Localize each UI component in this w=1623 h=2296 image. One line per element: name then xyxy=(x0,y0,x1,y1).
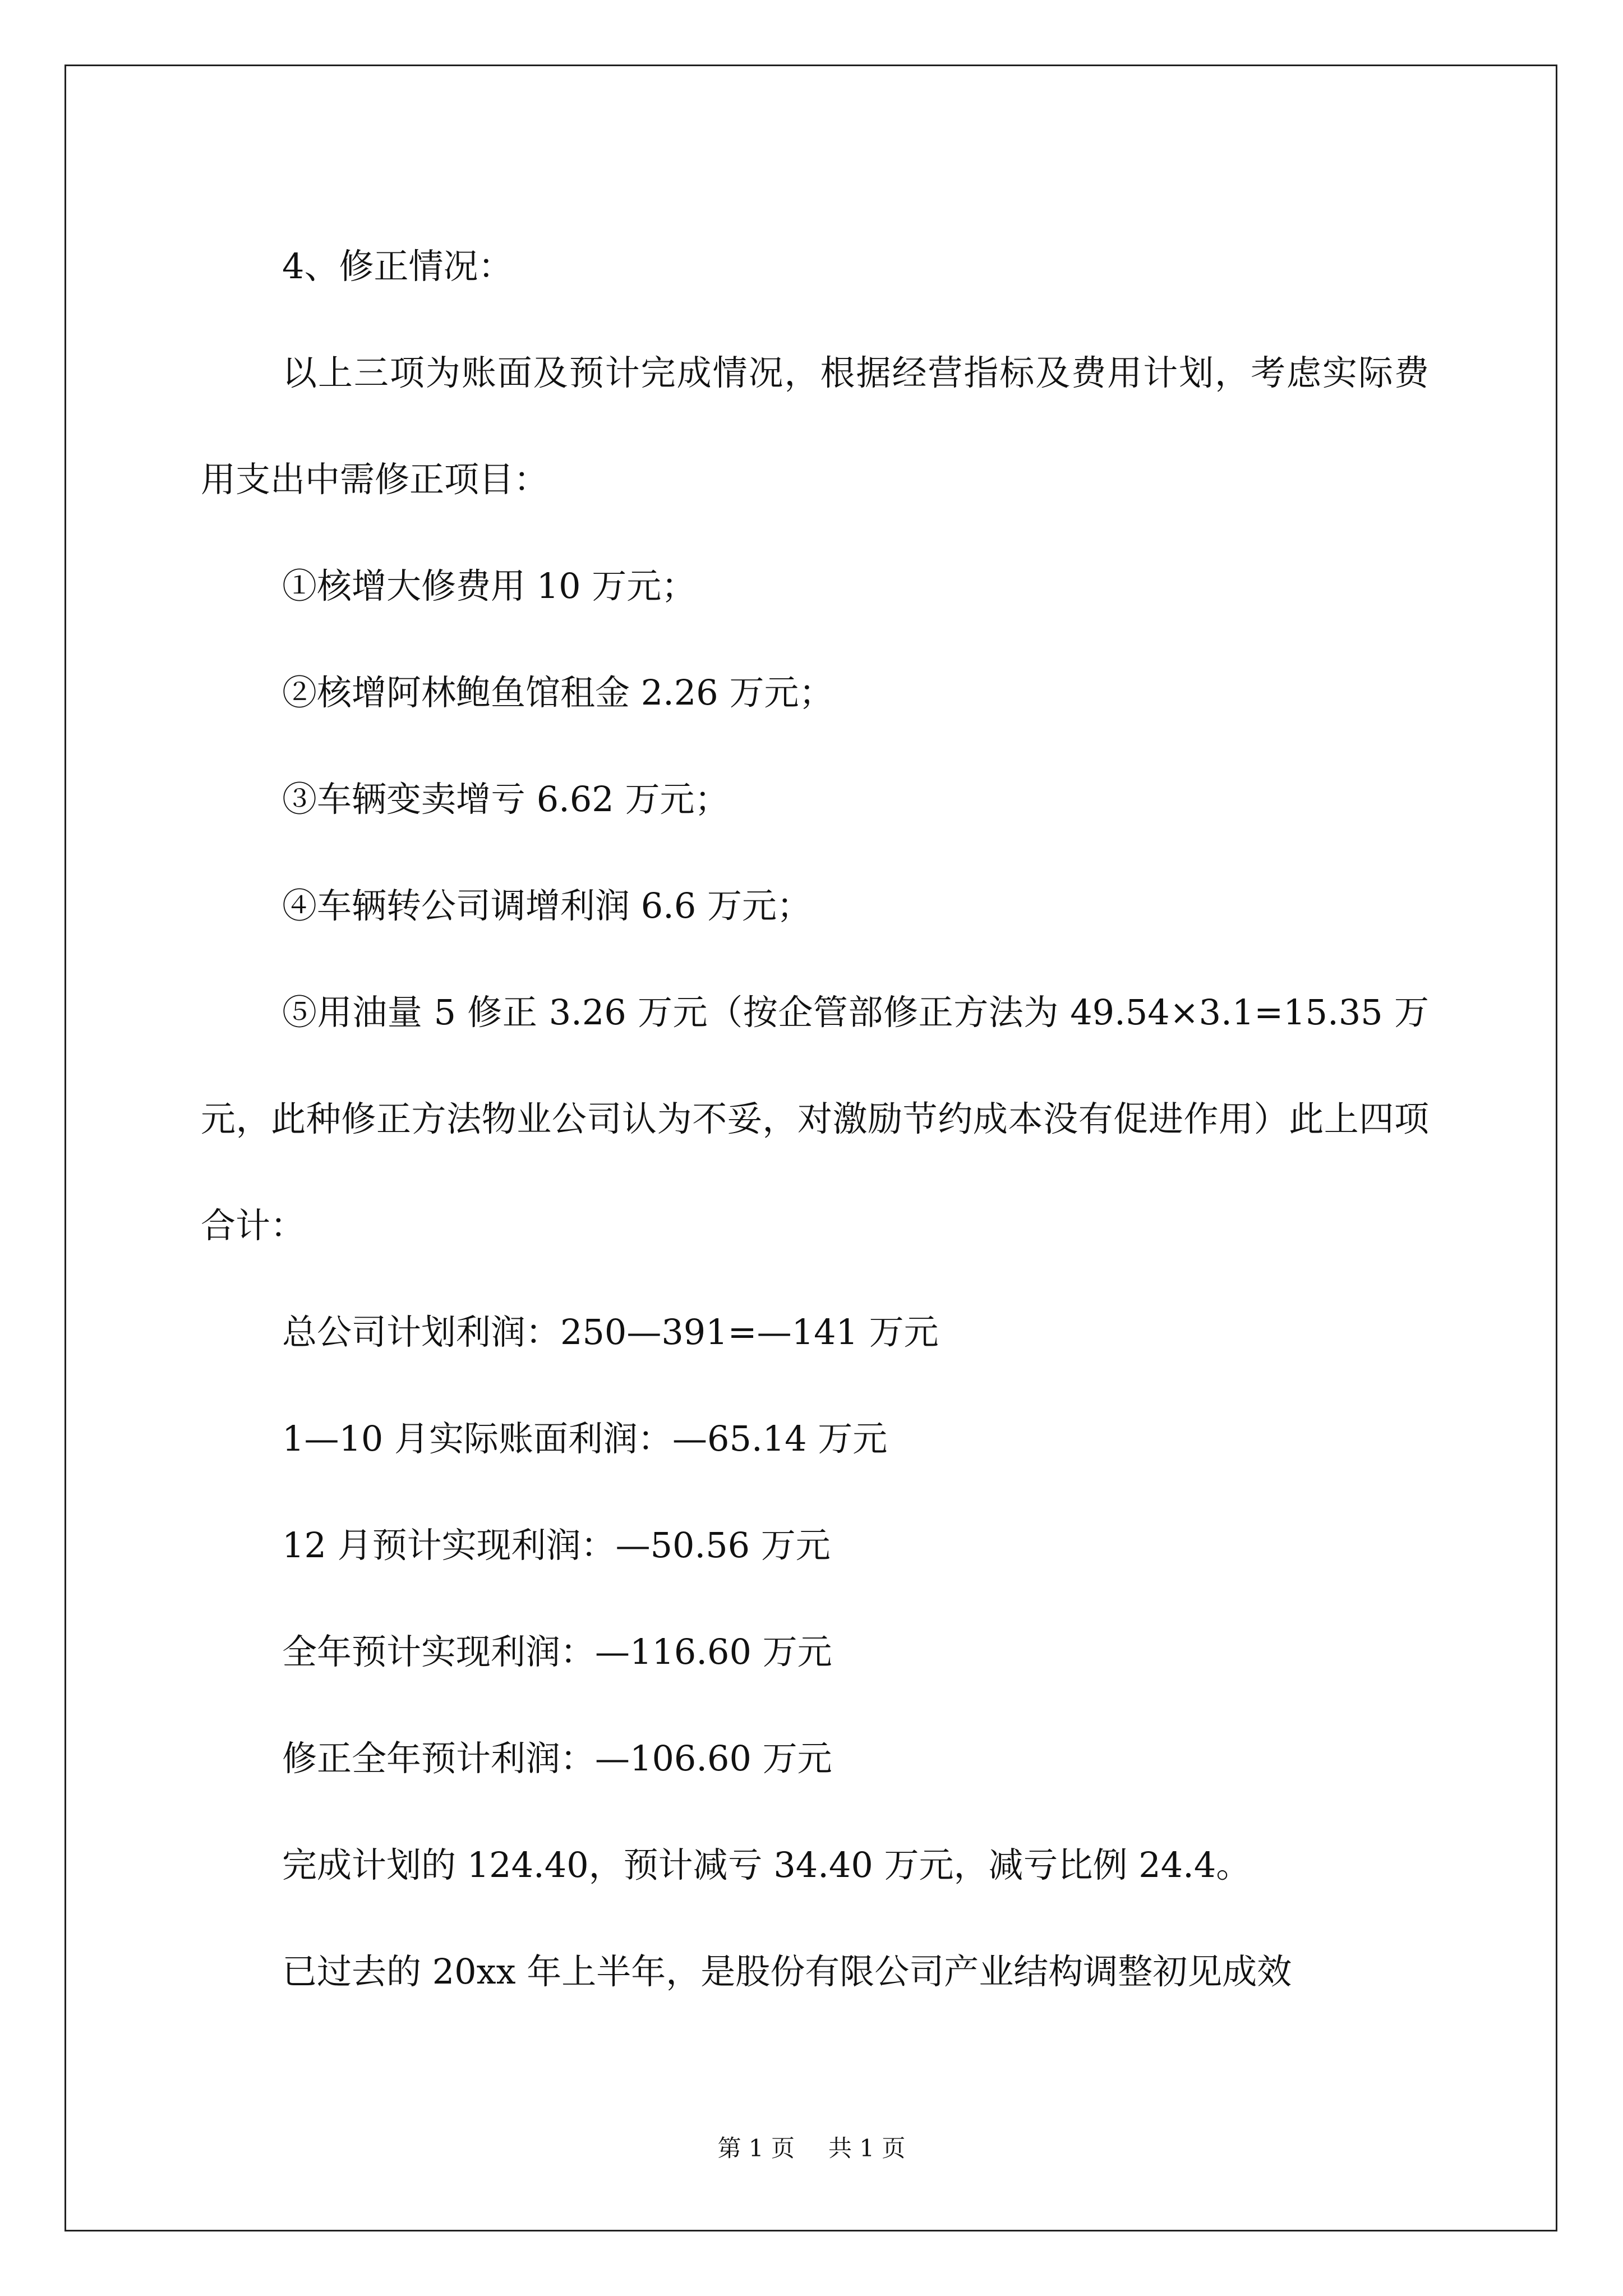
paragraph-intro: 以上三项为账面及预计完成情况，根据经营指标及费用计划，考虑实际费用支出中需修正项目： xyxy=(201,352,1429,500)
summary-line-december: 12 月预计实现利润：—50.56 万元 xyxy=(282,1525,831,1566)
section-heading: 4、修正情况： xyxy=(282,246,513,287)
list-item-2: ②核增阿林鲍鱼馆租金 2.26 万元； xyxy=(282,672,834,713)
summary-line-completion: 完成计划的 124.40，预计减亏 34.40 万元，减亏比例 24.4。 xyxy=(282,1844,1251,1885)
page-number: 第 1 页 xyxy=(717,2134,795,2162)
document-body xyxy=(201,213,1429,2025)
list-item-3: ③车辆变卖增亏 6.62 万元； xyxy=(282,779,730,820)
list-item-4: ④车辆转公司调增利润 6.6 万元； xyxy=(282,885,812,926)
list-item-5: ⑤用油量 5 修正 3.26 万元（按企管部修正方法为 49.54×3.1=15.35 万元，此种修正方法物业公司认为不妥，对激励节约成本没有促进作用）此上四项合计： xyxy=(201,992,1429,1246)
list-item-1: ①核增大修费用 10 万元； xyxy=(282,565,697,606)
summary-line-revised: 修正全年预计利润：—106.60 万元 xyxy=(282,1738,832,1779)
paragraph-closing: 已过去的 20xx 年上半年，是股份有限公司产业结构调整初见成效 xyxy=(282,1951,1292,1992)
summary-line-annual: 全年预计实现利润：—116.60 万元 xyxy=(282,1631,832,1672)
summary-line-plan: 总公司计划利润：250—391=—141 万元 xyxy=(282,1312,939,1352)
summary-line-actual: 1—10 月实际账面利润：—65.14 万元 xyxy=(282,1418,888,1459)
page-footer xyxy=(0,2132,1623,2165)
page-total: 共 1 页 xyxy=(828,2134,906,2162)
